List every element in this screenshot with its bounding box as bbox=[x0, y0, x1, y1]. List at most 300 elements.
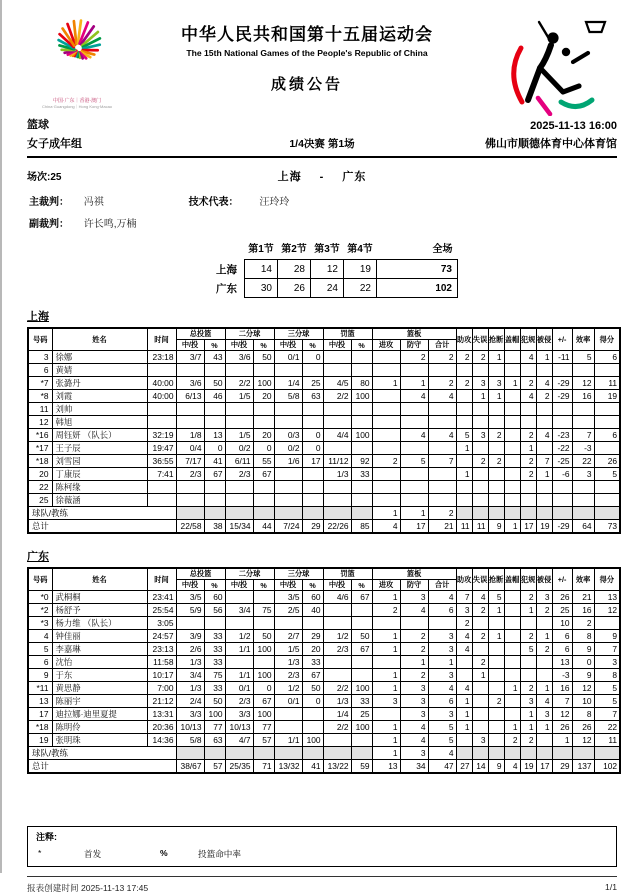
stat-cell bbox=[504, 403, 520, 416]
stat-cell bbox=[456, 669, 472, 682]
stat-cell: 2 bbox=[456, 351, 472, 364]
stat-cell bbox=[372, 390, 400, 403]
stat-cell bbox=[594, 747, 620, 760]
stat-cell bbox=[552, 481, 572, 494]
stat-cell: 17 bbox=[302, 455, 323, 468]
stat-cell bbox=[504, 591, 520, 604]
team-stats-table bbox=[27, 327, 621, 534]
player-number: *3 bbox=[28, 617, 52, 630]
stat-cell: 40 bbox=[302, 604, 323, 617]
stat-cell bbox=[351, 481, 372, 494]
stat-cell: 100 bbox=[253, 669, 274, 682]
player-row bbox=[28, 377, 620, 390]
group-label: 女子成年组 bbox=[27, 135, 212, 151]
stat-cell: 1/2 bbox=[225, 630, 253, 643]
stat-cell bbox=[204, 507, 225, 520]
player-name: 丁康辰 bbox=[52, 468, 147, 481]
stat-cell bbox=[274, 416, 302, 429]
stat-cell: 2 bbox=[504, 734, 520, 747]
stat-cell: 20 bbox=[253, 390, 274, 403]
col-subheader: 合计 bbox=[428, 580, 456, 591]
stat-cell: 1/3 bbox=[323, 695, 351, 708]
stat-cell bbox=[351, 351, 372, 364]
stat-cell bbox=[323, 416, 351, 429]
stat-cell: 0 bbox=[204, 442, 225, 455]
player-number: *11 bbox=[28, 682, 52, 695]
stat-cell bbox=[225, 364, 253, 377]
stat-cell bbox=[372, 468, 400, 481]
stat-cell bbox=[400, 468, 428, 481]
stat-cell: -6 bbox=[552, 468, 572, 481]
stat-cell bbox=[488, 617, 504, 630]
stat-cell: 2 bbox=[520, 682, 536, 695]
stat-cell: -3 bbox=[552, 669, 572, 682]
player-number: 6 bbox=[28, 656, 52, 669]
quarter-score-row bbox=[195, 260, 458, 279]
stat-cell: 2 bbox=[372, 455, 400, 468]
player-row bbox=[28, 481, 620, 494]
col-subheader: % bbox=[253, 580, 274, 591]
stat-cell: 24:57 bbox=[147, 630, 176, 643]
col-subheader: 进攻 bbox=[372, 580, 400, 591]
stat-cell: 6/11 bbox=[225, 455, 253, 468]
quarter-score-table bbox=[195, 240, 458, 298]
stat-cell bbox=[428, 403, 456, 416]
stat-cell bbox=[552, 364, 572, 377]
player-name: 陈丽宇 bbox=[52, 695, 147, 708]
stat-cell bbox=[594, 617, 620, 630]
stat-cell: 13/22 bbox=[323, 760, 351, 774]
player-row bbox=[28, 656, 620, 669]
tech-delegate-label: 技术代表： bbox=[189, 193, 257, 208]
stat-cell: 1 bbox=[372, 669, 400, 682]
stat-cell: 38/67 bbox=[176, 760, 204, 774]
header-titles bbox=[127, 12, 487, 94]
stat-cell: 16 bbox=[572, 604, 594, 617]
stat-cell: 2 bbox=[472, 630, 488, 643]
stat-cell: 67 bbox=[302, 669, 323, 682]
stat-cell: 26 bbox=[552, 591, 572, 604]
emblem-caption: 中国·广东｜香港·澳门 China·Guangdong｜Hong Kong·Macao bbox=[27, 98, 127, 109]
stat-cell bbox=[504, 669, 520, 682]
stat-cell bbox=[204, 416, 225, 429]
col-header: 效率 bbox=[572, 568, 594, 591]
officials-line-1 bbox=[27, 193, 617, 208]
stat-cell: 75 bbox=[253, 604, 274, 617]
stat-cell bbox=[572, 507, 594, 520]
stat-cell: 2 bbox=[400, 351, 428, 364]
stat-cell: 67 bbox=[253, 468, 274, 481]
stat-cell bbox=[488, 364, 504, 377]
stat-cell: 0/2 bbox=[225, 442, 253, 455]
col-header: 助攻 bbox=[456, 328, 472, 351]
stat-cell bbox=[274, 747, 302, 760]
stat-cell: 1/1 bbox=[274, 734, 302, 747]
col-header: 犯规 bbox=[520, 568, 536, 591]
player-row bbox=[28, 682, 620, 695]
stat-cell bbox=[428, 617, 456, 630]
stat-cell: 4 bbox=[428, 429, 456, 442]
stat-cell: 0 bbox=[302, 351, 323, 364]
stat-cell: 1 bbox=[536, 682, 552, 695]
legend-box bbox=[27, 826, 617, 867]
starter-label: 首发 bbox=[84, 848, 160, 860]
stat-cell bbox=[302, 721, 323, 734]
stat-cell: 4 bbox=[400, 604, 428, 617]
player-name: 杨力维 （队长） bbox=[52, 617, 147, 630]
stat-cell: 100 bbox=[351, 429, 372, 442]
stat-cell bbox=[323, 734, 351, 747]
stat-cell bbox=[372, 494, 400, 507]
stat-cell bbox=[400, 617, 428, 630]
stat-cell bbox=[176, 617, 204, 630]
stat-cell bbox=[204, 403, 225, 416]
stat-cell: 1/2 bbox=[274, 682, 302, 695]
stat-cell bbox=[351, 669, 372, 682]
quarter-score: 19 bbox=[344, 260, 377, 279]
stat-cell: 5/8 bbox=[274, 390, 302, 403]
stat-cell: 50 bbox=[204, 695, 225, 708]
stat-cell bbox=[323, 507, 351, 520]
player-number: 20 bbox=[28, 468, 52, 481]
stat-cell: 34 bbox=[400, 760, 428, 774]
col-header: 助攻 bbox=[456, 568, 472, 591]
stat-cell: 9 bbox=[594, 630, 620, 643]
stat-cell: 7 bbox=[594, 708, 620, 721]
stat-cell: 85 bbox=[351, 520, 372, 534]
page-number: 1/1 bbox=[605, 882, 617, 894]
stat-cell: 56 bbox=[204, 604, 225, 617]
stat-cell: 1 bbox=[372, 682, 400, 695]
stat-cell: 6 bbox=[552, 643, 572, 656]
row-label: 总计 bbox=[28, 760, 176, 774]
report-created: 报表创建时间 2025-11-13 17:45 bbox=[27, 882, 605, 894]
quarter-score: 14 bbox=[245, 260, 278, 279]
stat-cell: 4 bbox=[456, 643, 472, 656]
stat-cell: 100 bbox=[351, 682, 372, 695]
stat-cell bbox=[456, 390, 472, 403]
player-row bbox=[28, 403, 620, 416]
round-label: 1/4决赛 第1场 bbox=[212, 136, 432, 151]
stat-cell bbox=[536, 481, 552, 494]
stat-cell: 73 bbox=[594, 520, 620, 534]
player-row bbox=[28, 351, 620, 364]
stat-cell: 60 bbox=[204, 591, 225, 604]
stat-cell bbox=[536, 656, 552, 669]
stat-cell bbox=[351, 617, 372, 630]
col-subheader: 中/投 bbox=[176, 580, 204, 591]
report-header bbox=[27, 12, 617, 116]
stat-cell: 29 bbox=[302, 520, 323, 534]
stat-cell: 3/5 bbox=[274, 591, 302, 604]
stat-cell bbox=[488, 468, 504, 481]
team-name: 上海 bbox=[195, 260, 245, 279]
stat-cell bbox=[253, 481, 274, 494]
stat-cell: 2/2 bbox=[225, 377, 253, 390]
sport-label: 篮球 bbox=[27, 116, 212, 132]
col-header: 篮板 bbox=[372, 568, 456, 580]
stat-cell: 0 bbox=[302, 442, 323, 455]
col-subheader: 中/投 bbox=[274, 580, 302, 591]
stat-cell: 36:55 bbox=[147, 455, 176, 468]
col-header: 号码 bbox=[28, 568, 52, 591]
stat-cell bbox=[488, 721, 504, 734]
player-row bbox=[28, 695, 620, 708]
stat-cell bbox=[488, 416, 504, 429]
stat-cell: 3 bbox=[472, 429, 488, 442]
stat-cell: -3 bbox=[572, 442, 594, 455]
stat-cell: 23:13 bbox=[147, 643, 176, 656]
referee-label: 主裁判： bbox=[29, 193, 81, 208]
stat-cell bbox=[351, 734, 372, 747]
stat-cell: 1 bbox=[504, 721, 520, 734]
stat-cell: 13 bbox=[552, 656, 572, 669]
stat-cell bbox=[456, 494, 472, 507]
col-header: 得分 bbox=[594, 328, 620, 351]
stat-cell: 2/2 bbox=[323, 682, 351, 695]
stat-cell bbox=[351, 364, 372, 377]
stat-cell bbox=[504, 429, 520, 442]
stat-cell: 2 bbox=[488, 695, 504, 708]
stat-cell: 19 bbox=[520, 760, 536, 774]
referee-name: 冯祺 bbox=[84, 193, 186, 208]
stat-cell bbox=[428, 416, 456, 429]
stat-cell bbox=[456, 416, 472, 429]
stat-cell bbox=[536, 442, 552, 455]
stat-cell: 29 bbox=[552, 760, 572, 774]
stat-cell: 1 bbox=[504, 377, 520, 390]
stat-cell: 3 bbox=[400, 695, 428, 708]
stat-cell: 1 bbox=[372, 630, 400, 643]
stat-cell: 2 bbox=[472, 604, 488, 617]
stat-cell bbox=[472, 747, 488, 760]
stat-cell: 2 bbox=[472, 351, 488, 364]
stat-cell bbox=[225, 481, 253, 494]
stat-cell bbox=[504, 481, 520, 494]
stat-cell bbox=[372, 351, 400, 364]
stat-cell: 12 bbox=[552, 708, 572, 721]
stat-cell bbox=[274, 617, 302, 630]
col-header: +/- bbox=[552, 568, 572, 591]
stat-cell: 3 bbox=[536, 708, 552, 721]
stat-cell: 3 bbox=[400, 708, 428, 721]
col-header: 抢断 bbox=[488, 328, 504, 351]
stat-cell: 2 bbox=[520, 455, 536, 468]
quarter-score: 24 bbox=[311, 279, 344, 298]
stat-cell bbox=[572, 403, 594, 416]
stat-cell: 3 bbox=[428, 669, 456, 682]
col-header: 总投篮 bbox=[176, 568, 225, 580]
stat-cell: 2/5 bbox=[274, 604, 302, 617]
player-name: 周钰妍 （队长） bbox=[52, 429, 147, 442]
stat-cell: 1 bbox=[456, 708, 472, 721]
stat-cell bbox=[456, 455, 472, 468]
away-team: 广东 bbox=[342, 171, 366, 183]
stat-cell: 0 bbox=[302, 695, 323, 708]
col-header: 得分 bbox=[594, 568, 620, 591]
stat-cell bbox=[472, 416, 488, 429]
col-subheader: 防守 bbox=[400, 340, 428, 351]
stat-cell: 2/3 bbox=[225, 468, 253, 481]
stat-cell: 17 bbox=[520, 520, 536, 534]
stat-cell bbox=[552, 403, 572, 416]
stat-cell: 63 bbox=[204, 734, 225, 747]
player-number: *17 bbox=[28, 442, 52, 455]
stat-cell bbox=[372, 403, 400, 416]
stat-cell: 1 bbox=[520, 721, 536, 734]
stat-cell bbox=[520, 416, 536, 429]
stat-cell: 3 bbox=[472, 377, 488, 390]
stat-cell: -22 bbox=[552, 442, 572, 455]
stat-cell: 12 bbox=[572, 682, 594, 695]
stat-cell bbox=[323, 442, 351, 455]
stat-cell bbox=[488, 708, 504, 721]
stat-cell: 4 bbox=[456, 682, 472, 695]
stat-cell: 1 bbox=[536, 721, 552, 734]
stat-cell: 33 bbox=[204, 643, 225, 656]
stat-cell: 1/1 bbox=[225, 643, 253, 656]
player-name: 张明珠 bbox=[52, 734, 147, 747]
col-subheader: 中/投 bbox=[225, 340, 253, 351]
col-header: +/- bbox=[552, 328, 572, 351]
stat-cell: 12 bbox=[594, 604, 620, 617]
final-score: 73 bbox=[377, 260, 458, 279]
player-name: 黄思静 bbox=[52, 682, 147, 695]
stat-cell: 12 bbox=[572, 734, 594, 747]
stat-cell: 21 bbox=[428, 520, 456, 534]
stat-cell: 57 bbox=[253, 734, 274, 747]
player-name: 徐娜 bbox=[52, 351, 147, 364]
stat-cell: 50 bbox=[302, 682, 323, 695]
stat-cell bbox=[472, 507, 488, 520]
stat-cell bbox=[225, 494, 253, 507]
stat-cell: 1 bbox=[536, 630, 552, 643]
stat-cell bbox=[225, 403, 253, 416]
stat-cell bbox=[428, 481, 456, 494]
stat-cell bbox=[520, 617, 536, 630]
player-number: *18 bbox=[28, 455, 52, 468]
player-name: 陈明伶 bbox=[52, 721, 147, 734]
stat-cell: 1 bbox=[488, 630, 504, 643]
stat-cell bbox=[176, 416, 204, 429]
stat-cell bbox=[274, 403, 302, 416]
col-header: 盖帽 bbox=[504, 568, 520, 591]
col-subheader: 合计 bbox=[428, 340, 456, 351]
stat-cell: 4 bbox=[520, 390, 536, 403]
col-subheader: 防守 bbox=[400, 580, 428, 591]
stat-cell bbox=[147, 494, 176, 507]
stat-cell: 4 bbox=[504, 760, 520, 774]
stat-cell bbox=[147, 403, 176, 416]
stat-cell bbox=[536, 364, 552, 377]
starter-symbol: * bbox=[36, 848, 84, 860]
match-line bbox=[27, 168, 617, 184]
games-emblem bbox=[27, 12, 127, 109]
stat-cell bbox=[488, 656, 504, 669]
stat-cell: -29 bbox=[552, 390, 572, 403]
games-title-en: The 15th National Games of the People's Republic of China bbox=[127, 48, 487, 58]
stat-cell: 100 bbox=[253, 377, 274, 390]
player-number: *2 bbox=[28, 604, 52, 617]
stat-cell bbox=[176, 494, 204, 507]
player-name: 刘帅 bbox=[52, 403, 147, 416]
stat-cell bbox=[504, 656, 520, 669]
stat-cell: 1 bbox=[372, 734, 400, 747]
stat-cell: 0 bbox=[572, 656, 594, 669]
stat-cell: 5 bbox=[400, 455, 428, 468]
stat-cell: 75 bbox=[204, 669, 225, 682]
stat-cell bbox=[552, 416, 572, 429]
stat-cell: 25:54 bbox=[147, 604, 176, 617]
stat-cell bbox=[504, 507, 520, 520]
team-stats-table bbox=[27, 567, 621, 774]
player-name: 徐薇涵 bbox=[52, 494, 147, 507]
stat-cell bbox=[594, 416, 620, 429]
stat-cell bbox=[323, 617, 351, 630]
stat-cell: 22/26 bbox=[323, 520, 351, 534]
team-name: 广东 bbox=[195, 279, 245, 298]
legend-title: 注释: bbox=[36, 830, 608, 843]
stat-cell: 4 bbox=[428, 747, 456, 760]
stat-cell bbox=[472, 468, 488, 481]
stat-cell: 137 bbox=[572, 760, 594, 774]
col-header: 犯规 bbox=[520, 328, 536, 351]
stat-cell: 6 bbox=[552, 630, 572, 643]
stat-cell bbox=[536, 416, 552, 429]
stat-cell: 2 bbox=[520, 429, 536, 442]
stat-cell: 12 bbox=[572, 377, 594, 390]
stat-cell bbox=[488, 481, 504, 494]
stat-cell bbox=[225, 416, 253, 429]
col-header: 二分球 bbox=[225, 328, 274, 340]
stat-cell: 2/2 bbox=[323, 721, 351, 734]
stat-cell: 13 bbox=[372, 760, 400, 774]
stat-cell: 77 bbox=[204, 721, 225, 734]
umpire-label: 副裁判： bbox=[29, 215, 81, 230]
stat-cell: 23:18 bbox=[147, 351, 176, 364]
col-header: 效率 bbox=[572, 328, 594, 351]
stat-cell: 2 bbox=[372, 604, 400, 617]
stat-cell bbox=[253, 656, 274, 669]
stat-cell: 5 bbox=[572, 351, 594, 364]
stat-cell bbox=[253, 364, 274, 377]
stat-cell bbox=[274, 468, 302, 481]
stat-cell: 1/4 bbox=[323, 708, 351, 721]
team-section-label: 广东 bbox=[27, 548, 617, 564]
stat-cell bbox=[472, 481, 488, 494]
stat-cell: 4 bbox=[400, 429, 428, 442]
stat-cell bbox=[428, 494, 456, 507]
col-subheader: % bbox=[204, 580, 225, 591]
stat-cell: 11 bbox=[456, 520, 472, 534]
col-header: 罚篮 bbox=[323, 328, 372, 340]
stat-cell: 7 bbox=[536, 455, 552, 468]
stat-cell bbox=[176, 403, 204, 416]
stat-cell: 67 bbox=[351, 643, 372, 656]
stat-cell: 13:31 bbox=[147, 708, 176, 721]
stat-cell: 10 bbox=[552, 617, 572, 630]
stat-cell: 47 bbox=[428, 760, 456, 774]
stat-cell bbox=[302, 507, 323, 520]
player-name: 于东 bbox=[52, 669, 147, 682]
stat-cell bbox=[594, 494, 620, 507]
stat-cell bbox=[302, 747, 323, 760]
stat-cell: 7 bbox=[572, 429, 594, 442]
stat-cell: 6 bbox=[594, 429, 620, 442]
stat-cell: 7/17 bbox=[176, 455, 204, 468]
stat-cell bbox=[488, 734, 504, 747]
player-row bbox=[28, 442, 620, 455]
